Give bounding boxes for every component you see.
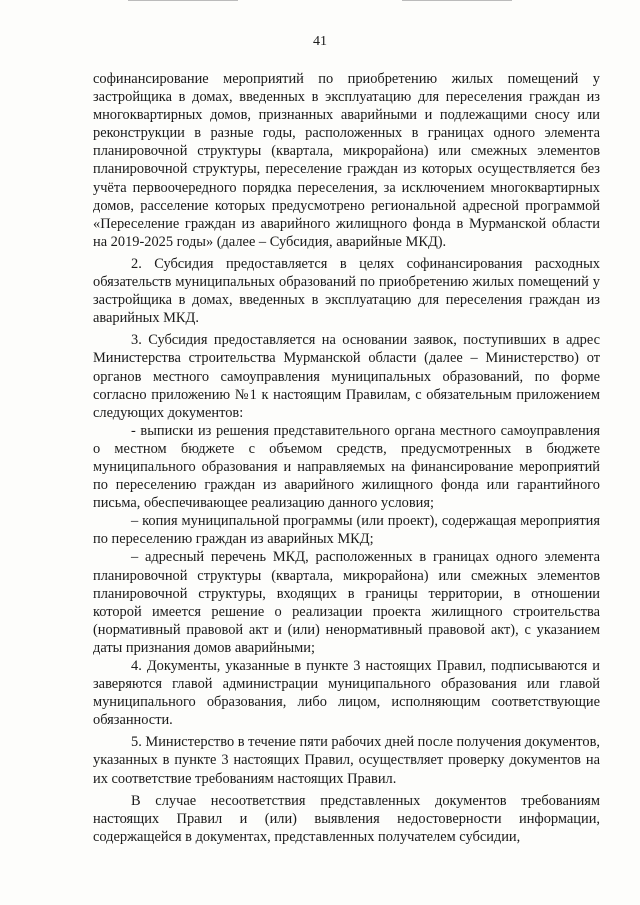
page-number: 41 <box>313 34 327 49</box>
document-body <box>93 70 600 846</box>
paragraph: 5. Министерство в течение пяти рабочих дней после получения документов, указанных в пункте 3 настоящих Правил, осуществляет проверку документов на их соответствие требованиям настоящих Правил. <box>93 734 600 787</box>
paragraph: - выписки из решения представительного органа местного самоуправления о местном бюджете с объемом средств, предусмотренных в бюджете муниципального образования и направляемых на финансирование мероприятий по переселению граждан из аварийного жилищного фонда или гарантийного письма, обеспечивающее реализацию данного условия; <box>93 422 600 512</box>
paragraph: – копия муниципальной программы (или проект), содержащая мероприятия по переселению граждан из аварийных МКД; <box>93 513 600 548</box>
paragraph: 2. Субсидия предоставляется в целях софинансирования расходных обязательств муниципальных образований по приобретению жилых помещений у застройщика в домах, введенных в эксплуатацию для переселения граждан из аварийных МКД. <box>93 255 600 327</box>
scan-edge-mark <box>128 0 238 1</box>
paragraph: – адресный перечень МКД, расположенных в границах одного элемента планировочной структуры (квартала, микрорайона) или смежных элементов планировочной структуры, входящих в границы территории, в отношении которой имеется решение о реализации проекта жилищного строительства (нормативный правовой акт и (или) ненормативный правовой акт), с указанием даты признания домов аварийными; <box>93 549 600 656</box>
paragraph: 3. Субсидия предоставляется на основании заявок, поступивших в адрес Министерства строительства Мурманской области (далее – Министерство) от органов местного самоуправления муниципальных образований, по форме согласно приложению №1 к настоящим Правилам, с обязательным приложением следующих документов: <box>93 332 600 421</box>
paragraph: 4. Документы, указанные в пункте 3 настоящих Правил, подписываются и заверяются главой администрации муниципального образования или главой муниципального образования, либо лицом, исполняющим соответствующие обязанности. <box>93 658 600 729</box>
paragraph: софинансирование мероприятий по приобретению жилых помещений у застройщика в домах, введенных в эксплуатацию для переселения граждан из многоквартирных домов, признанных аварийными и подлежащими сносу или реконструкции в разные годы, расположенных в границах одного элемента планировочной структуры (квартала, микрорайона) или смежных элементов планировочной структуры, переселение граждан из которых осуществляется без учёта первоочередного порядка переселения, за исключением многоквартирных домов, расселение которых предусмотрено региональной адресной программой «Переселение граждан из аварийного жилищного фонда в Мурманской области на 2019-2025 годы» (далее – Субсидия, аварийные МКД). <box>93 71 600 250</box>
scan-edge-mark <box>402 0 512 1</box>
paragraph: В случае несоответствия представленных документов требованиям настоящих Правил и (или) выявления недостоверности информации, содержащейся в документах, представленных получателем субсидии, <box>93 792 600 845</box>
